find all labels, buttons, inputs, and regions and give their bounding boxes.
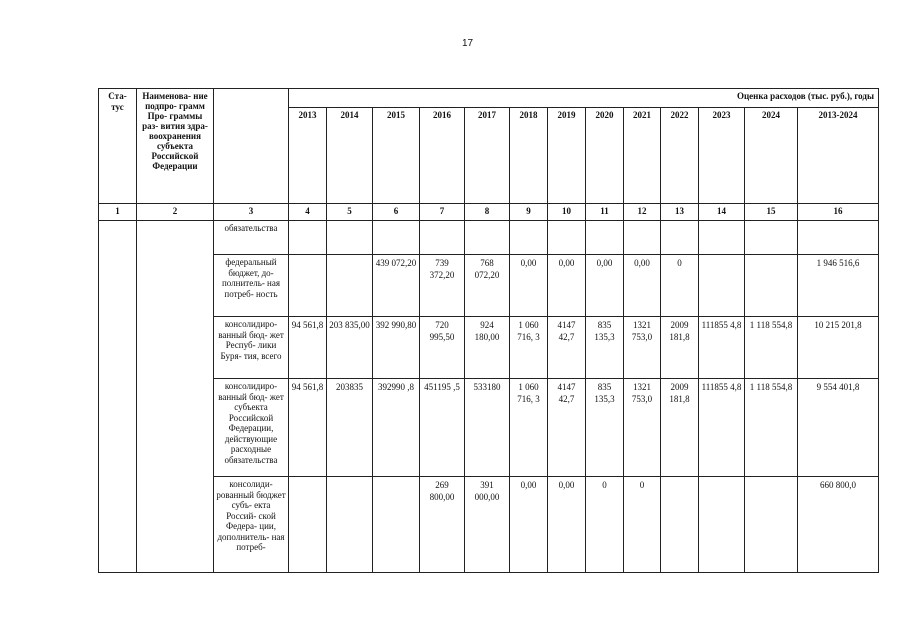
year-header: 2013 — [289, 108, 327, 204]
value-cell: 94 561,8 — [289, 379, 327, 477]
value-cell — [465, 221, 510, 255]
value-cell: 1321 753,0 — [624, 317, 661, 379]
year-header: 2013-2024 — [798, 108, 879, 204]
column-number: 16 — [798, 204, 879, 221]
total-cell: 10 215 201,8 — [798, 317, 879, 379]
table-row — [99, 255, 879, 317]
year-header: 2019 — [548, 108, 586, 204]
column-number: 9 — [510, 204, 548, 221]
value-cell — [327, 477, 373, 573]
value-cell: 4147 42,7 — [548, 317, 586, 379]
value-cell: 0,00 — [624, 255, 661, 317]
value-cell: 0,00 — [548, 477, 586, 573]
column-number: 14 — [699, 204, 745, 221]
year-header: 2024 — [745, 108, 798, 204]
value-cell — [745, 255, 798, 317]
budget-table — [98, 88, 879, 573]
value-cell — [699, 255, 745, 317]
value-cell — [699, 477, 745, 573]
total-cell — [798, 221, 879, 255]
year-header: 2016 — [420, 108, 465, 204]
program-name-cell — [137, 221, 214, 573]
value-cell: 203 835,00 — [327, 317, 373, 379]
value-cell: 0,00 — [510, 255, 548, 317]
value-cell — [289, 221, 327, 255]
value-cell: 533180 — [465, 379, 510, 477]
value-cell: 111855 4,8 — [699, 317, 745, 379]
value-cell — [327, 221, 373, 255]
table-row — [99, 317, 879, 379]
page-number: 17 — [461, 38, 474, 49]
value-cell: 392 990,80 — [373, 317, 420, 379]
value-cell — [373, 221, 420, 255]
year-header: 2017 — [465, 108, 510, 204]
value-cell: 392990 ,8 — [373, 379, 420, 477]
value-cell — [745, 221, 798, 255]
funding-source-cell: федеральный бюджет, до- полнитель- ная потреб- ность — [214, 255, 289, 317]
column-number-row — [99, 204, 879, 221]
year-header: 2015 — [373, 108, 420, 204]
column-number: 3 — [214, 204, 289, 221]
column-number: 2 — [137, 204, 214, 221]
value-cell: 1 118 554,8 — [745, 317, 798, 379]
value-cell: 1 118 554,8 — [745, 379, 798, 477]
value-cell: 1 060 716, 3 — [510, 379, 548, 477]
value-cell: 2009 181,8 — [661, 379, 699, 477]
funding-source-cell: консолидиро- ванный бюд- жет Респуб- лики Буря- тия, всего — [214, 317, 289, 379]
value-cell: 451195 ,5 — [420, 379, 465, 477]
cost-title-header: Оценка расходов (тыс. руб.), годы — [289, 89, 879, 108]
value-cell: 924 180,00 — [465, 317, 510, 379]
value-cell — [510, 221, 548, 255]
value-cell — [289, 477, 327, 573]
value-cell — [327, 255, 373, 317]
value-cell: 2009 181,8 — [661, 317, 699, 379]
value-cell: 94 561,8 — [289, 317, 327, 379]
value-cell: 0 — [661, 255, 699, 317]
value-cell: 391 000,00 — [465, 477, 510, 573]
total-cell: 660 800,0 — [798, 477, 879, 573]
table-row — [99, 477, 879, 573]
column-number: 7 — [420, 204, 465, 221]
status-header: Ста- тус — [99, 89, 137, 204]
column-number: 11 — [586, 204, 624, 221]
column-number: 10 — [548, 204, 586, 221]
value-cell: 0 — [586, 477, 624, 573]
column-number: 4 — [289, 204, 327, 221]
year-header: 2018 — [510, 108, 548, 204]
table-row — [99, 379, 879, 477]
value-cell: 203835 — [327, 379, 373, 477]
value-cell: 739 372,20 — [420, 255, 465, 317]
value-cell: 0,00 — [586, 255, 624, 317]
column-number: 13 — [661, 204, 699, 221]
value-cell: 720 995,50 — [420, 317, 465, 379]
value-cell — [420, 221, 465, 255]
value-cell — [548, 221, 586, 255]
column-number: 12 — [624, 204, 661, 221]
total-cell: 1 946 516,6 — [798, 255, 879, 317]
value-cell: 439 072,20 — [373, 255, 420, 317]
value-cell: 4147 42,7 — [548, 379, 586, 477]
value-cell — [745, 477, 798, 573]
value-cell: 835 135,3 — [586, 317, 624, 379]
value-cell: 0,00 — [510, 477, 548, 573]
funding-source-cell: консолиди- рованный бюджет субъ- екта Россий- ской Федера- ции, дополнитель- ная потреб- — [214, 477, 289, 573]
value-cell: 111855 4,8 — [699, 379, 745, 477]
funding-source-cell: консолидиро- ванный бюд- жет субъекта Российской Федерации, действующие расходные обязательства — [214, 379, 289, 477]
total-cell: 9 554 401,8 — [798, 379, 879, 477]
value-cell — [699, 221, 745, 255]
value-cell: 768 072,20 — [465, 255, 510, 317]
column-number: 6 — [373, 204, 420, 221]
header-row-title — [99, 89, 879, 108]
value-cell: 1321 753,0 — [624, 379, 661, 477]
year-header: 2020 — [586, 108, 624, 204]
value-cell: 0 — [624, 477, 661, 573]
funding-source-cell: обязательства — [214, 221, 289, 255]
value-cell: 0,00 — [548, 255, 586, 317]
value-cell: 835 135,3 — [586, 379, 624, 477]
year-header: 2022 — [661, 108, 699, 204]
table-row — [99, 221, 879, 255]
year-header: 2014 — [327, 108, 373, 204]
value-cell — [289, 255, 327, 317]
column-number: 5 — [327, 204, 373, 221]
column-number: 8 — [465, 204, 510, 221]
value-cell — [661, 221, 699, 255]
status-cell — [99, 221, 137, 573]
value-cell — [624, 221, 661, 255]
value-cell — [586, 221, 624, 255]
year-header: 2021 — [624, 108, 661, 204]
column-number: 15 — [745, 204, 798, 221]
program-name-header: Наименова- ние подпро- грамм Про- граммы раз- вития здра- воохранения субъекта Российской Федерации — [137, 89, 214, 204]
year-header: 2023 — [699, 108, 745, 204]
value-cell: 269 800,00 — [420, 477, 465, 573]
value-cell — [661, 477, 699, 573]
value-cell: 1 060 716, 3 — [510, 317, 548, 379]
value-cell — [373, 477, 420, 573]
column-number: 1 — [99, 204, 137, 221]
source-header — [214, 89, 289, 204]
